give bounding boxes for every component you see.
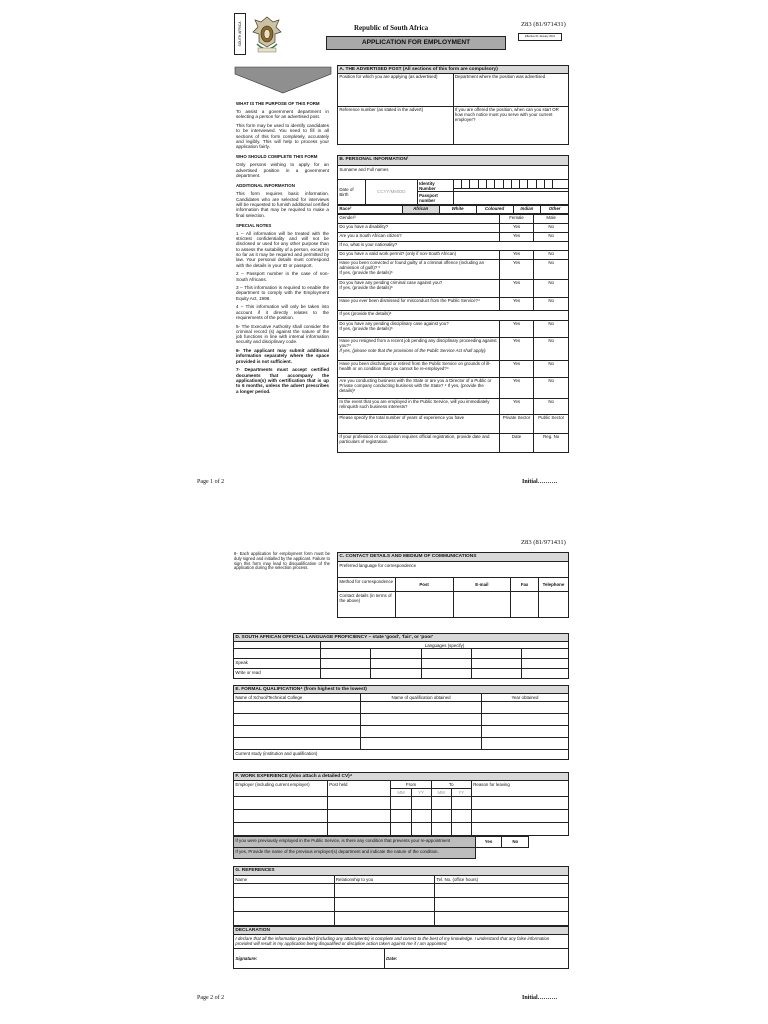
- arrow-down-icon: [234, 66, 332, 94]
- id-digit[interactable]: [495, 180, 503, 189]
- method-label: Method for correspondence: [338, 578, 396, 592]
- speak-label: Speak: [234, 659, 321, 669]
- business-yes[interactable]: Yes: [499, 377, 534, 398]
- post-header: Post held: [327, 781, 391, 797]
- date-label: Date:: [386, 955, 398, 961]
- section-f: [233, 772, 569, 859]
- experience-cell[interactable]: [451, 810, 471, 823]
- registration-date[interactable]: [499, 433, 534, 452]
- race-option-white[interactable]: White: [439, 205, 476, 213]
- experience-label: Please specify the total number of years of experience you have: [338, 414, 500, 433]
- qualification-header: Name of qualification obtained: [361, 694, 482, 702]
- citizen-no[interactable]: No: [534, 232, 569, 241]
- qualification-cell[interactable]: [481, 714, 568, 726]
- relinquish-no[interactable]: No: [534, 398, 569, 414]
- note-3: 3 – This information is required to enable the department to comply with the Employment Equity Act, 1998.: [236, 285, 329, 301]
- section-b: [337, 155, 569, 453]
- write-cell[interactable]: [421, 669, 471, 679]
- relinquish-yes[interactable]: Yes: [499, 398, 534, 414]
- citizen-yes[interactable]: Yes: [499, 232, 534, 241]
- id-digit[interactable]: [453, 180, 461, 189]
- tel-header: Tel. No. (office hours): [435, 876, 569, 884]
- experience-cell[interactable]: [411, 823, 431, 836]
- section-c: [337, 552, 569, 618]
- note-5: 5- The Executive Authority shall consider the criminal record (s) against the nature of the job functions in line with internal information security and disciplinary code.: [236, 323, 329, 345]
- current-study-field[interactable]: [234, 750, 569, 760]
- disciplinary-label: Do you have any pending disciplinary case against you?: [339, 321, 449, 327]
- dismissed-details: If yes (provide the details)⁶: [339, 311, 392, 317]
- experience-cell[interactable]: [431, 797, 451, 810]
- dob-label: Date of Birth: [338, 180, 366, 205]
- experience-cell[interactable]: [451, 797, 471, 810]
- surname-label: Surname and Full names: [339, 166, 389, 172]
- race-label: Race³: [338, 205, 403, 213]
- dismissed-label: Have you ever been dismissed for misconduct from the Public Service?⁴: [338, 297, 500, 310]
- discharged-yes[interactable]: Yes: [499, 360, 534, 377]
- experience-private[interactable]: [499, 414, 534, 433]
- nationality-field[interactable]: [338, 241, 569, 250]
- vertical-label: SOUTH AFRICA: [238, 21, 243, 47]
- sidebar-note-8: 8- Each application for employment form must be duly signed and initialled by the applicant. Failure to sign this form may lead to disqualification of the application during the selection process.: [234, 551, 330, 571]
- from-yy: YY: [411, 789, 431, 797]
- note-6: 6- The applicant may submit additional information separately where the space provided is not sufficient.: [236, 348, 329, 364]
- purpose-heading: WHAT IS THE PURPOSE OF THIS FORM: [236, 101, 320, 106]
- preferred-language-label: Preferred language for correspondence: [339, 562, 417, 568]
- section-d: [233, 633, 569, 679]
- experience-cell[interactable]: [451, 823, 471, 836]
- page-2: [0, 530, 768, 1024]
- purpose-text-2: This form may be used to identify candidates to be interviewed. You need to fill in all sections of this form completely, accurately and legibly. This will help to process your application fairly.: [236, 123, 329, 150]
- reference-label: Reference number (as stated in the advert): [339, 107, 424, 113]
- criminal-no[interactable]: No: [534, 259, 569, 279]
- language-name-cell[interactable]: [371, 649, 421, 659]
- qualification-cell[interactable]: [481, 726, 568, 738]
- declaration-text: I declare that all the information provided (including any attachments) is complete and correct to the best of my knowledge. I understand that any false information provided will result in my application being disqualified or discipline action taken against me if I am appointed.: [234, 935, 569, 949]
- reference-cell[interactable]: [334, 898, 435, 912]
- condition-field[interactable]: [475, 848, 569, 859]
- discharged-label: Have you been discharged or retired from the Public Service on grounds of ill-health or on condition that you cannot be re-employed?⁴: [338, 360, 500, 377]
- pending-criminal-details: If yes, (provide the details)⁶: [339, 285, 393, 291]
- dismissed-no[interactable]: No: [534, 297, 569, 310]
- speak-cell[interactable]: [522, 659, 569, 669]
- speak-cell[interactable]: [421, 659, 471, 669]
- contact-post[interactable]: [395, 592, 453, 618]
- section-e: [233, 685, 569, 760]
- qualification-cell[interactable]: [361, 738, 482, 750]
- experience-cell[interactable]: [327, 797, 391, 810]
- page-1: [0, 0, 768, 500]
- speak-cell[interactable]: [371, 659, 421, 669]
- resigned-details: If yes, (please note that the provisions of the Public Service Act shall apply).: [339, 348, 487, 354]
- language-name-cell[interactable]: [421, 649, 471, 659]
- write-cell[interactable]: [321, 669, 371, 679]
- contact-email[interactable]: [453, 592, 511, 618]
- experience-cell[interactable]: [234, 810, 328, 823]
- citizen-label: Are you a South African citizen?: [338, 232, 500, 241]
- note-4: 4 – This information will only be taken into account if it directly relates to the requirements of the position.: [236, 304, 329, 320]
- criminal-details: If yes, (provide the details)⁶: [339, 270, 393, 276]
- write-cell[interactable]: [371, 669, 421, 679]
- id-digit[interactable]: [462, 180, 470, 189]
- additional-text: This form requires basic information. Candidates who are selected for interviews will be requested to furnish additional certified information that may be required to make a final selection.: [236, 191, 329, 218]
- school-header: Name of School/Technical College: [234, 694, 361, 702]
- previous-no[interactable]: No: [502, 837, 529, 848]
- gender-male[interactable]: Male: [534, 214, 569, 223]
- id-digit[interactable]: [503, 180, 511, 189]
- disciplinary-field[interactable]: [338, 320, 500, 337]
- id-digit[interactable]: [520, 180, 528, 189]
- pending-criminal-yes[interactable]: Yes: [499, 279, 534, 297]
- purpose-text-1: To assist a government department in selecting a person for an advertised post.: [236, 109, 329, 120]
- signature-label: Signature:: [235, 955, 258, 961]
- id-label: Identity Number: [417, 180, 453, 192]
- qualification-cell[interactable]: [234, 738, 361, 750]
- experience-public[interactable]: [534, 414, 569, 433]
- id-digit[interactable]: [544, 180, 552, 189]
- from-header: From: [391, 781, 431, 789]
- race-option-coloured[interactable]: Coloured: [476, 205, 513, 213]
- resigned-field[interactable]: [338, 337, 500, 360]
- previous-blank: [529, 837, 569, 848]
- race-option-african[interactable]: African: [402, 205, 439, 213]
- page-1-number: Page 1 of 2: [197, 479, 225, 485]
- disciplinary-details: If yes, (provide the details)⁶: [339, 326, 393, 332]
- reference-cell[interactable]: [234, 898, 335, 912]
- page-2-form-code: Z83 (81/971431): [521, 539, 566, 546]
- dismissed-details-field[interactable]: [338, 310, 569, 320]
- effective-date-text: Effective 01 January 2021: [525, 34, 555, 38]
- qualification-cell[interactable]: [481, 738, 568, 750]
- work-permit-no[interactable]: No: [534, 250, 569, 259]
- criminal-yes[interactable]: Yes: [499, 259, 534, 279]
- title-bar: [326, 36, 506, 50]
- language-spacer: [234, 642, 321, 649]
- previous-yes[interactable]: Yes: [475, 837, 502, 848]
- experience-cell[interactable]: [471, 823, 568, 836]
- note-1: 1 – All information will be treated with the strictest confidentiality and will not be disclosed or used for any other purpose than to assess the suitability of a person, except in so far as it may be required and permitted by law. Your personal details must correspond with the details in your ID or passport.: [236, 230, 329, 268]
- pending-criminal-no[interactable]: No: [534, 279, 569, 297]
- dismissed-yes[interactable]: Yes: [499, 297, 534, 310]
- qualification-cell[interactable]: [361, 726, 482, 738]
- write-cell[interactable]: [471, 669, 521, 679]
- write-label: Write or read: [234, 669, 321, 679]
- position-field[interactable]: [338, 73, 454, 106]
- vertical-label-box: [234, 13, 246, 55]
- experience-cell[interactable]: [234, 797, 328, 810]
- registration-number[interactable]: [534, 433, 569, 452]
- gender-label: Gender³: [338, 214, 500, 223]
- reference-cell[interactable]: [334, 912, 435, 926]
- experience-cell[interactable]: [471, 797, 568, 810]
- form-code: Z83 (81/971431): [521, 21, 566, 28]
- experience-cell[interactable]: [411, 810, 431, 823]
- section-g-heading: G. REFERENCES: [234, 867, 569, 876]
- work-permit-label: Do you have a valid work permit? (only if non-South African): [338, 250, 500, 259]
- work-permit-yes[interactable]: Yes: [499, 250, 534, 259]
- experience-cell[interactable]: [327, 823, 391, 836]
- experience-cell[interactable]: [327, 810, 391, 823]
- section-d-heading: D. SOUTH AFRICAN OFFICIAL LANGUAGE PROFICIENCY – state 'good', 'fair', or 'poor': [234, 634, 569, 642]
- resigned-label: Have you resigned from a recent job pending any disciplinary proceeding against you?⁴: [339, 338, 497, 349]
- declaration-heading: DECLARATION: [234, 927, 569, 935]
- race-option-indian[interactable]: Indian: [513, 205, 541, 213]
- contact-telephone[interactable]: [538, 592, 568, 618]
- language-name-cell[interactable]: [522, 649, 569, 659]
- dob-field[interactable]: [365, 180, 417, 205]
- language-name-cell[interactable]: [321, 649, 371, 659]
- effective-date-box: [518, 33, 562, 41]
- language-name-cell[interactable]: [471, 649, 521, 659]
- qualification-cell[interactable]: [234, 702, 361, 714]
- previous-employment-label: If you were previously employed in the Public Service, is there any condition that prevents your re-appointment: [234, 837, 476, 848]
- reference-field[interactable]: [338, 106, 454, 144]
- reference-cell[interactable]: [234, 884, 335, 898]
- experience-cell[interactable]: [411, 797, 431, 810]
- note-7: 7- Departments must accept certified documents that accompany the application(s) with certification that is up to 6 months, unless the advert prescribes a longer period.: [236, 367, 329, 394]
- sidebar-notes: [236, 96, 329, 397]
- who-text: Only persons wishing to apply for an advertised position in a government department.: [236, 162, 329, 179]
- relinquish-label: In the event that you are employed in the Public Service, will you immediately relinquish such business interests?: [338, 398, 500, 414]
- qualification-cell[interactable]: [361, 714, 482, 726]
- special-notes-heading: SPECIAL NOTES: [236, 222, 272, 228]
- additional-heading: ADDITIONAL INFORMATION: [236, 183, 295, 189]
- to-header: To: [431, 781, 471, 789]
- pending-criminal-field[interactable]: [338, 279, 500, 297]
- section-e-heading: E. FORMAL QUALIFICATION⁴ (from highest to the lowest): [234, 686, 569, 694]
- to-yy: YY: [451, 789, 471, 797]
- race-option-other[interactable]: Other: [541, 205, 569, 213]
- preferred-language-field[interactable]: [338, 562, 569, 578]
- criminal-label: Have you been convicted or found guilty of a criminal offence (including an admission of guilt)? ⁵: [339, 260, 485, 271]
- disability-label: Do you have a disability?: [338, 223, 500, 232]
- id-digit[interactable]: [511, 180, 519, 189]
- contact-fax[interactable]: [511, 592, 539, 618]
- passport-label: Passport number: [417, 192, 453, 204]
- qualification-cell[interactable]: [234, 714, 361, 726]
- position-label: Position for which you are applying (as advertised): [339, 74, 438, 80]
- disability-yes[interactable]: Yes: [499, 223, 534, 232]
- language-name-spacer: [234, 649, 321, 659]
- reference-cell[interactable]: [435, 912, 569, 926]
- reference-cell[interactable]: [234, 912, 335, 926]
- who-heading: WHO SHOULD COMPLETE THIS FORM: [236, 154, 318, 160]
- page-2-number: Page 2 of 2: [197, 995, 225, 1001]
- disciplinary-yes[interactable]: Yes: [499, 320, 534, 337]
- discharged-no[interactable]: No: [534, 360, 569, 377]
- page-2-initial: Initial……….: [522, 995, 558, 1001]
- nationality-label: If no, what is your nationality?: [339, 242, 398, 248]
- method-post[interactable]: Post: [395, 578, 453, 592]
- disciplinary-no[interactable]: No: [534, 320, 569, 337]
- business-no[interactable]: No: [534, 377, 569, 398]
- experience-cell[interactable]: [234, 823, 328, 836]
- disability-no[interactable]: No: [534, 223, 569, 232]
- experience-cell[interactable]: [391, 823, 411, 836]
- gender-female[interactable]: Female: [499, 214, 534, 223]
- declaration: [233, 926, 569, 969]
- pending-criminal-label: Do you have any pending criminal case against you?: [339, 280, 443, 286]
- section-a-heading: A. THE ADVERTISED POST (All sections of this form are compulsory): [338, 66, 569, 74]
- year-header: Year obtained: [481, 694, 568, 702]
- surname-field[interactable]: [338, 166, 569, 180]
- public-sector-label: Public Sector: [538, 415, 565, 421]
- section-b-heading: B. PERSONAL INFORMATION¹: [338, 156, 569, 166]
- section-c-heading: C. CONTACT DETAILS AND MEDIUM OF COMMUNICATIONS: [338, 553, 569, 562]
- section-f-heading: F. WORK EXPERIENCE (Also attach a detailed CV)⁴: [234, 773, 569, 781]
- department-field[interactable]: [453, 73, 569, 106]
- resigned-no[interactable]: No: [534, 337, 569, 360]
- country-title: Republic of South Africa: [354, 24, 429, 32]
- reference-name-header: Name: [234, 876, 335, 884]
- relationship-header: Relationship to you: [334, 876, 435, 884]
- dob-placeholder: CCYY/MM/DD: [377, 189, 406, 195]
- method-telephone[interactable]: Telephone: [538, 578, 568, 592]
- business-label: Are you conducting business with the State or are you a Director of a Public or Private company conducting business with the State? ⁴ If yes, (provide the details)⁶: [338, 377, 500, 398]
- method-email[interactable]: E-mail: [453, 578, 511, 592]
- reason-header: Reason for leaving: [471, 781, 568, 797]
- reference-cell[interactable]: [435, 898, 569, 912]
- experience-cell[interactable]: [431, 810, 451, 823]
- experience-cell[interactable]: [391, 797, 411, 810]
- section-a: [337, 65, 569, 145]
- id-digit[interactable]: [478, 180, 486, 189]
- employer-header: Employer (including current employer): [234, 781, 328, 797]
- id-digit[interactable]: [553, 180, 569, 189]
- notice-field[interactable]: [453, 106, 569, 144]
- languages-label: Languages (specify): [321, 642, 569, 649]
- private-sector-label: Private Sector: [502, 415, 531, 421]
- passport-field[interactable]: [453, 192, 568, 204]
- note-2: 2 – Passport number in the case of non-South Africans.: [236, 271, 329, 282]
- section-g: [233, 866, 569, 926]
- registration-date-label: Date: [511, 434, 522, 440]
- date-field[interactable]: [384, 949, 568, 969]
- coat-of-arms-icon: [250, 14, 284, 56]
- contact-details-label: Contact details (in terms of the above): [338, 592, 396, 618]
- reference-cell[interactable]: [435, 884, 569, 898]
- write-cell[interactable]: [522, 669, 569, 679]
- department-label: Department where the position was advertised: [454, 74, 546, 80]
- qualification-cell[interactable]: [361, 702, 482, 714]
- to-mm: MM: [431, 789, 451, 797]
- registration-label: If your profession or occupation requires official registration, provide date and particulars of registration: [338, 433, 500, 452]
- signature-field[interactable]: [234, 949, 385, 969]
- id-digit[interactable]: [470, 180, 478, 189]
- method-fax[interactable]: Fax: [511, 578, 539, 592]
- registration-number-label: Reg. No: [543, 434, 560, 440]
- form-title: APPLICATION FOR EMPLOYMENT: [361, 39, 471, 47]
- qualification-cell[interactable]: [234, 726, 361, 738]
- criminal-field[interactable]: [338, 259, 500, 279]
- page-1-initial: Initial……….: [522, 479, 558, 485]
- speak-cell[interactable]: [471, 659, 521, 669]
- condition-label: If yes, Provide the name of the previous employer(s) department and indicate the nature of the condition.: [234, 848, 476, 859]
- id-digit[interactable]: [528, 180, 536, 189]
- resigned-yes[interactable]: Yes: [499, 337, 534, 360]
- experience-cell[interactable]: [471, 810, 568, 823]
- id-digit[interactable]: [486, 180, 494, 189]
- reference-cell[interactable]: [334, 884, 435, 898]
- id-digit[interactable]: [536, 180, 544, 189]
- experience-cell[interactable]: [431, 823, 451, 836]
- from-mm: MM: [391, 789, 411, 797]
- qualification-cell[interactable]: [481, 702, 568, 714]
- speak-cell[interactable]: [321, 659, 371, 669]
- current-study-label: Current study (institution and qualification): [235, 750, 318, 756]
- experience-cell[interactable]: [391, 810, 411, 823]
- notice-label: If you are offered the position, when can you start OR how much notice must you serve with your current employer?: [454, 107, 559, 123]
